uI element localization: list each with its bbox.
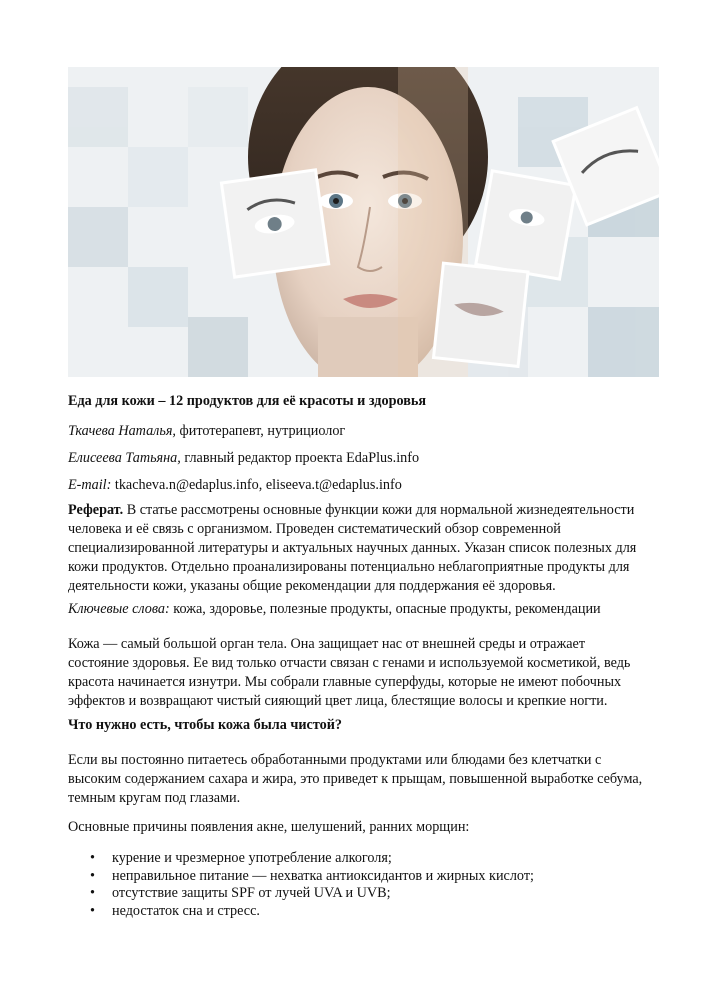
author1-role: фитотерапевт, нутрициолог — [175, 423, 346, 439]
section-heading: Что нужно есть, чтобы кожа была чистой? — [68, 717, 342, 733]
article-title: Еда для кожи – 12 продуктов для её красоты и здоровья — [68, 393, 427, 409]
causes-list — [68, 850, 648, 920]
bullet: • — [90, 885, 95, 901]
bullet: • — [90, 867, 95, 884]
list-item — [68, 885, 648, 903]
list-item-text: курение и чрезмерное употребление алкоголя; — [112, 850, 392, 866]
list-item — [68, 903, 648, 921]
author-line-1 — [68, 422, 648, 441]
email-label: E-mail: — [68, 477, 112, 493]
keywords-text: кожа, здоровье, полезные продукты, опасные продукты, рекомендации — [169, 601, 601, 617]
author1-name: Ткачева Наталья, — [68, 423, 176, 439]
email-line — [68, 476, 648, 495]
intro-paragraph: Кожа — самый большой орган тела. Она защищает нас от внешней среды и отражает состояние здоровья. Ее вид только отчасти связан с генами и используемой косметикой, ведь красота начинается изнутри. Мы собрали главные суперфуды, которые не имеют побочных эффектов и возвращают чистый сияющий цвет лица, блестящие волосы и крепкие ногти. — [68, 636, 631, 709]
abstract-label: Реферат. — [68, 502, 124, 518]
list-item-text: неправильное питание — нехватка антиоксидантов и жирных кислот; — [112, 867, 534, 884]
author2-name: Елисеева Татьяна, — [68, 450, 181, 466]
list-item — [68, 868, 648, 886]
bullet: • — [90, 850, 95, 866]
keywords-label: Ключевые слова: — [68, 601, 170, 617]
abstract-text: В статье рассмотрены основные функции кожи для нормальной жизнедеятельности человека и её связь с организмом. Проведен систематический обзор современной специализированной литературы и актуальных научных данных. Указан список полезных для кожи продуктов. Отдельно проанализированы потенциально неблагоприятные продукты для деятельности кожи, указаны общие рекомендации для поддержания её здоровья. — [68, 502, 637, 594]
keywords — [68, 600, 648, 619]
list-item-text: отсутствие защиты SPF от лучей UVA и UVB; — [112, 885, 391, 901]
paragraph-2: Основные причины появления акне, шелушений, ранних морщин: — [68, 819, 470, 835]
list-item-text: недостаток сна и стресс. — [112, 902, 260, 919]
list-item — [68, 850, 648, 868]
abstract — [68, 501, 648, 596]
paragraph-1: Если вы постоянно питаетесь обработанными продуктами или блюдами без клетчатки с высоким содержанием сахара и жира, это приведет к прыщам, повышенной выработке себума, темным кругам под глазами. — [68, 752, 643, 806]
email-value: tkacheva.n@edaplus.info, eliseeva.t@edaplus.info — [111, 477, 402, 493]
bullet: • — [90, 902, 95, 919]
author2-role: главный редактор проекта EdaPlus.info — [180, 450, 420, 466]
author-line-2 — [68, 449, 648, 468]
hero-image — [68, 67, 659, 377]
